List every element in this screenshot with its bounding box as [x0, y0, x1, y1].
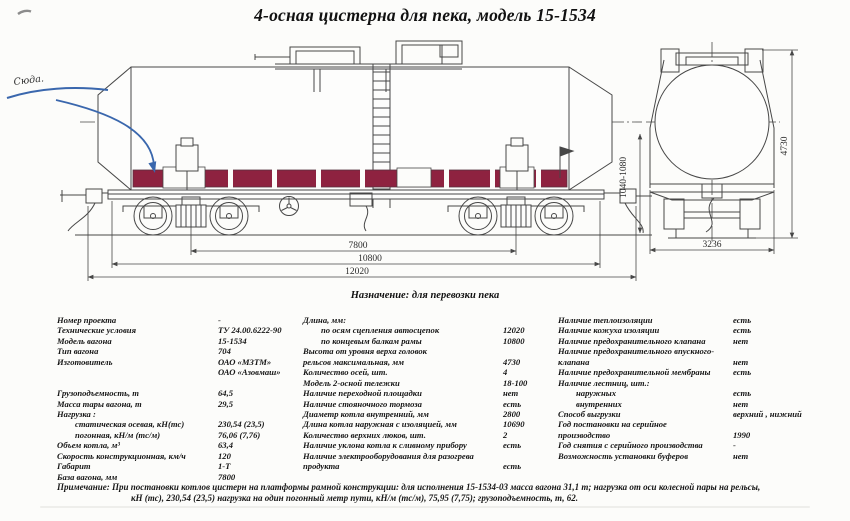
spec-label: Технические условия	[57, 325, 136, 336]
footnote-line-1: Примечание: При постановки котлов цистерн на платформы рамной конструкции: для исполнения 15-1534-03 масса вагона 31,1 т; нагрузка от оси колесной пары на рельсы,	[57, 482, 761, 492]
spec-row	[303, 419, 557, 429]
spec-value: 2	[503, 429, 508, 440]
spec-label: Наличие предохранительного клапана	[558, 335, 706, 346]
spec-value: 4730	[503, 356, 521, 367]
spec-row	[558, 451, 850, 461]
spec-row	[303, 451, 557, 461]
spec-label: База вагона, мм	[57, 471, 118, 482]
spec-value: 10690	[503, 419, 525, 430]
spec-value: 704	[218, 346, 231, 357]
spec-label: Наличие предохранительного впускного-	[558, 346, 715, 357]
dim-height: 4730	[780, 136, 790, 156]
spec-label: Наличие теплоизоляции	[558, 315, 653, 325]
spec-row	[303, 357, 557, 367]
spec-value: 12020	[503, 325, 525, 336]
spec-value: 120	[218, 450, 231, 461]
spec-label: Модель вагона	[57, 335, 112, 346]
spec-value: -	[218, 315, 221, 325]
spec-value: нет	[733, 398, 749, 409]
spec-value: 15-1534	[218, 335, 247, 346]
spec-label: Длина котла наружная с изоляцией, мм	[303, 419, 457, 430]
purpose-line: Назначение: для перевозки пека	[350, 290, 500, 301]
spec-label: Год снятия с серийного производства	[558, 440, 703, 451]
spec-label: Наличие электрооборудования для разогрева	[303, 450, 474, 461]
spec-row	[57, 357, 303, 367]
spec-value: 4	[503, 367, 508, 378]
spec-row	[558, 419, 850, 429]
spec-value: 29,5	[218, 398, 234, 409]
spec-row	[57, 440, 303, 450]
footnote	[57, 482, 849, 503]
spec-row	[57, 378, 303, 388]
spec-row	[558, 325, 850, 335]
spec-value: 230,54 (23,5)	[218, 419, 265, 430]
spec-row	[558, 399, 850, 409]
spec-value: -	[733, 440, 736, 451]
spec-label: производство	[558, 429, 611, 440]
spec-label: наружных	[576, 388, 617, 399]
spec-label: Скорость конструкционная, км/ч	[57, 450, 186, 461]
spec-row	[303, 325, 557, 335]
spec-row	[558, 357, 850, 367]
spec-label: Способ выгрузки	[558, 408, 621, 419]
spec-value: нет	[733, 335, 749, 346]
spec-value: 1990	[733, 429, 751, 440]
spec-value: 18-100	[503, 377, 528, 388]
spec-value: 10800	[503, 335, 525, 346]
spec-row	[303, 440, 557, 450]
end-view	[646, 42, 780, 244]
spec-label: внутренних	[576, 398, 622, 409]
spec-row	[57, 399, 303, 409]
spec-row	[558, 378, 850, 388]
spec-row	[303, 378, 557, 388]
spec-label: Изготовитель	[57, 356, 113, 367]
spec-label: Наличие переходной площадки	[303, 388, 422, 399]
spec-label: Модель 2-осной тележки	[303, 377, 400, 388]
spec-value: верхний , нижний	[733, 408, 802, 419]
spec-label: Габарит	[57, 461, 91, 472]
spec-label: Наличие кожуха изоляции	[558, 325, 660, 336]
spec-row	[57, 336, 303, 346]
dim-width: 3236	[702, 240, 722, 250]
spec-value: есть	[733, 388, 752, 399]
handwritten-underline	[7, 88, 108, 98]
spec-label: погонная, кН/м (тс/м)	[75, 429, 161, 440]
dim-frame-length: 10800	[358, 254, 382, 264]
spec-label: Год постановки на серийное	[558, 419, 667, 430]
spec-row	[558, 336, 850, 346]
spec-row	[303, 315, 557, 325]
spec-row	[57, 451, 303, 461]
brake-handwheel	[280, 197, 299, 216]
spec-value: 7800	[218, 471, 236, 482]
tank-cross-section	[655, 65, 769, 179]
spec-label: Наличие предохранительной мембраны	[558, 367, 711, 378]
spec-row	[558, 409, 850, 419]
spec-row	[57, 419, 303, 429]
spec-row	[303, 336, 557, 346]
spec-row	[303, 430, 557, 440]
spec-column-middle	[303, 315, 557, 472]
spec-label: Масса тары вагона, т	[57, 398, 142, 409]
spec-row	[303, 461, 557, 471]
spec-label: Объем котла, м³	[57, 440, 120, 451]
spec-row	[57, 388, 303, 398]
spec-label: Диаметр котла внутренний, мм	[303, 408, 429, 419]
spec-label: клапана	[558, 356, 590, 367]
spec-row	[57, 325, 303, 335]
spec-label: статическая осевая, кН(тс)	[75, 419, 185, 430]
spec-value: 2800	[503, 408, 521, 419]
spec-value: 64,5	[218, 388, 234, 399]
spec-row	[558, 367, 850, 377]
spec-value: есть	[503, 461, 522, 472]
spec-label: Наличие уклона котла к сливному прибору	[303, 440, 467, 451]
spec-value: 76,06 (7,76)	[218, 429, 261, 440]
footnote-line-2: кН (тс), 230,54 (23,5) нагрузка на один погонный метр пути, кН/м (тс/м), 75,95 (7,75); грузоподъемность, т, 62.	[131, 492, 579, 503]
spec-label: Тип вагона	[57, 346, 99, 357]
spec-label: по концевым балкам рамы	[321, 335, 422, 346]
spec-value: есть	[733, 367, 752, 378]
spec-row	[558, 315, 850, 325]
spec-row	[57, 461, 303, 471]
spec-value: 63,4	[218, 440, 234, 451]
pen-mark	[18, 11, 31, 14]
spec-label: Наличие стояночного тормоза	[303, 398, 422, 409]
spec-label: Количество верхних люков, шт.	[303, 429, 426, 440]
spec-label: по осям сцепления автосцепок	[321, 325, 440, 336]
spec-row	[558, 430, 850, 440]
spec-row	[57, 430, 303, 440]
dim-coupler-length: 12020	[345, 267, 369, 277]
spec-label: рельсов максимальная, мм	[303, 356, 405, 367]
spec-label: Высота от уровня верха головок	[303, 346, 427, 357]
spec-column-right	[558, 315, 850, 461]
spec-value: ТУ 24.00.6222-90	[218, 325, 282, 336]
spec-label: Номер проекта	[57, 315, 117, 325]
spec-row	[57, 367, 303, 377]
spec-row	[57, 346, 303, 356]
spec-column-left	[57, 315, 303, 482]
spec-row	[303, 399, 557, 409]
spec-row	[303, 346, 557, 356]
spec-value: есть	[733, 315, 752, 325]
dim-bogie-base: 7800	[348, 241, 368, 251]
handwritten-text: Сюда.	[13, 73, 45, 88]
dim-coupler-height: 1040-1080	[619, 156, 629, 198]
spec-value: есть	[503, 440, 522, 451]
spec-row	[57, 315, 303, 325]
coupler-left	[60, 189, 108, 231]
page-title: 4-осная цистерна для пека, модель 15-1534	[254, 5, 596, 25]
spec-value: ОАО «Азовмаш»	[218, 367, 281, 378]
spec-label: Нагрузка :	[57, 408, 96, 419]
spec-row	[57, 409, 303, 419]
spec-label: Длина, мм:	[303, 315, 347, 325]
spec-row	[303, 367, 557, 377]
spec-row	[303, 388, 557, 398]
spec-row	[558, 388, 850, 398]
spec-label: Возможность установки буферов	[558, 450, 689, 461]
spec-row	[303, 409, 557, 419]
spec-label: Наличие лестниц, шт.:	[558, 377, 650, 388]
spec-row	[57, 472, 303, 482]
scan-artifact	[40, 506, 810, 508]
spec-value: нет	[733, 356, 749, 367]
spec-label: продукта	[303, 461, 340, 472]
spec-row	[558, 440, 850, 450]
spec-label: Грузоподъемность, т	[57, 388, 139, 399]
spec-value: нет	[503, 388, 519, 399]
spec-value: 1-Т	[218, 461, 231, 472]
spec-label: Количество осей, шт.	[303, 367, 388, 378]
spec-row	[558, 346, 850, 356]
spec-value: ОАО «МЗТМ»	[218, 356, 272, 367]
spec-value: есть	[733, 325, 752, 336]
spec-value: нет	[733, 450, 749, 461]
spec-value: есть	[503, 398, 522, 409]
